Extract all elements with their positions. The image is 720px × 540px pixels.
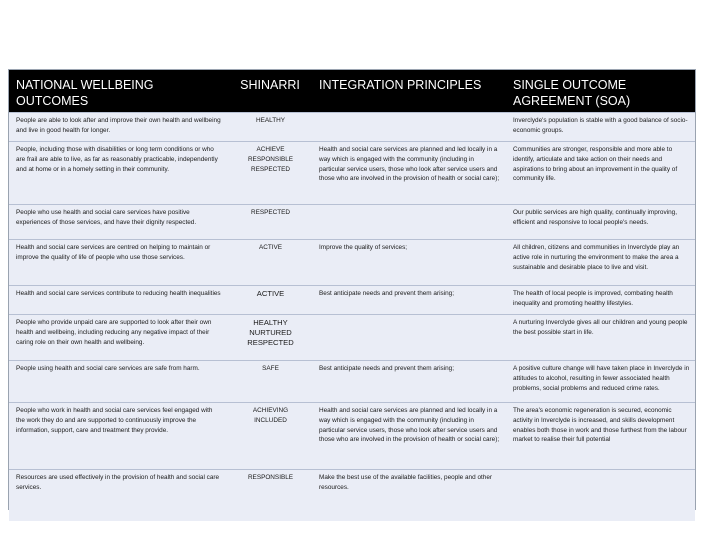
soa-cell: Our public services are high quality, continually improving, efficient and responsive to local people's needs. [506, 205, 695, 240]
table-row [9, 205, 695, 240]
soa-cell: The area's economic regeneration is secured, economic activity in Inverclyde is increased, and skills development enables both those in work and those furthest from the labour market to realise their full potential [506, 403, 695, 470]
principle-cell: Health and social care services are planned and led locally in a way which is engaged with the community (including in particular service users, those who look after service users and those who are involved in the provision of health or social care); [312, 142, 506, 205]
shinarri-indicator: SAFE [262, 365, 279, 372]
shinarri-indicator: ACTIVE [256, 289, 285, 298]
shinarri-cell [227, 113, 312, 142]
principle-cell: Improve the quality of services; [312, 240, 506, 286]
shinarri-indicator: ACTIVE [258, 244, 283, 251]
shinarri-cell [227, 240, 312, 286]
outcome-cell: Resources are used effectively in the provision of health and social care services. [9, 470, 227, 521]
header-soa: SINGLE OUTCOME AGREEMENT (SOA) [506, 70, 695, 113]
shinarri-indicator: RESPECTED [247, 338, 294, 347]
shinarri-cell [227, 361, 312, 403]
table-row [9, 315, 695, 361]
soa-cell: Inverclyde's population is stable with a good balance of socio-economic groups. [506, 113, 695, 142]
shinarri-indicator: NURTURED [249, 328, 292, 337]
shinarri-indicator: ACHIEVE [256, 146, 285, 153]
principle-cell: Make the best use of the available facilities, people and other resources. [312, 470, 506, 521]
soa-cell: A nurturing Inverclyde gives all our children and young people the best possible start in life. [506, 315, 695, 361]
table-row [9, 113, 695, 142]
table-row [9, 361, 695, 403]
outcomes-table-container [8, 69, 696, 510]
table-row [9, 240, 695, 286]
header-shinarri: SHINARRI [227, 70, 312, 113]
shinarri-cell [227, 315, 312, 361]
header-row [9, 70, 695, 113]
outcome-cell: People who use health and social care services have positive experiences of those services, and have their dignity respected. [9, 205, 227, 240]
shinarri-indicator: RESPECTED [250, 165, 291, 173]
shinarri-indicator: HEALTHY [255, 117, 285, 124]
outcome-cell: Health and social care services are centred on helping to maintain or improve the quality of life of people who use those services. [9, 240, 227, 286]
soa-cell: A positive culture change will have taken place in Inverclyde in attitudes to alcohol, resulting in fewer associated health problems, social problems and reduced crime rates. [506, 361, 695, 403]
shinarri-cell [227, 470, 312, 521]
outcome-cell: Health and social care services contribute to reducing health inequalities [9, 286, 227, 315]
shinarri-indicator: RESPECTED [250, 209, 291, 216]
shinarri-indicator: HEALTHY [253, 318, 288, 327]
outcomes-table [9, 70, 695, 521]
shinarri-cell [227, 286, 312, 315]
principle-cell: Best anticipate needs and prevent them arising; [312, 361, 506, 403]
shinarri-indicator: INCLUDED [254, 416, 287, 424]
outcome-cell: People using health and social care services are safe from harm. [9, 361, 227, 403]
table-row [9, 142, 695, 205]
table-body [9, 113, 695, 521]
soa-cell: The health of local people is improved, combating health inequality and promoting healthy lifestyles. [506, 286, 695, 315]
table-row [9, 403, 695, 470]
outcome-cell: People who work in health and social care services feel engaged with the work they do and are supported to continuously improve the information, support, care and treatment they provide. [9, 403, 227, 470]
shinarri-cell [227, 142, 312, 205]
principle-cell [312, 205, 506, 240]
principle-cell [312, 315, 506, 361]
principle-cell: Best anticipate needs and prevent them arising; [312, 286, 506, 315]
soa-cell: Communities are stronger, responsible and more able to identify, articulate and take action on their needs and aspirations to bring about an improvement in the quality of community life. [506, 142, 695, 205]
table-row [9, 286, 695, 315]
outcome-cell: People who provide unpaid care are supported to look after their own health and wellbeing, including reducing any negative impact of their caring role on their own health and wellbeing. [9, 315, 227, 361]
shinarri-indicator: RESPONSIBLE [247, 474, 294, 481]
table-row [9, 470, 695, 521]
soa-cell: All children, citizens and communities in Inverclyde play an active role in nurturing the environment to make the area a sustainable and desirable place to live and visit. [506, 240, 695, 286]
soa-cell [506, 470, 695, 521]
outcome-cell: People, including those with disabilities or long term conditions or who are frail are able to live, as far as reasonably practicable, independently and at home or in a homely setting in their community. [9, 142, 227, 205]
shinarri-cell [227, 403, 312, 470]
principle-cell [312, 113, 506, 142]
header-principles: INTEGRATION PRINCIPLES [312, 70, 506, 113]
header-outcomes: NATIONAL WELLBEING OUTCOMES [9, 70, 227, 113]
shinarri-cell [227, 205, 312, 240]
shinarri-indicator: RESPONSIBLE [247, 155, 294, 163]
principle-cell: Health and social care services are planned and led locally in a way which is engaged with the community (including in particular service users, those who look after service users and those who are involved in the provision of health or social care); [312, 403, 506, 470]
shinarri-indicator: ACHIEVING [252, 407, 289, 414]
outcome-cell: People are able to look after and improve their own health and wellbeing and live in good health for longer. [9, 113, 227, 142]
